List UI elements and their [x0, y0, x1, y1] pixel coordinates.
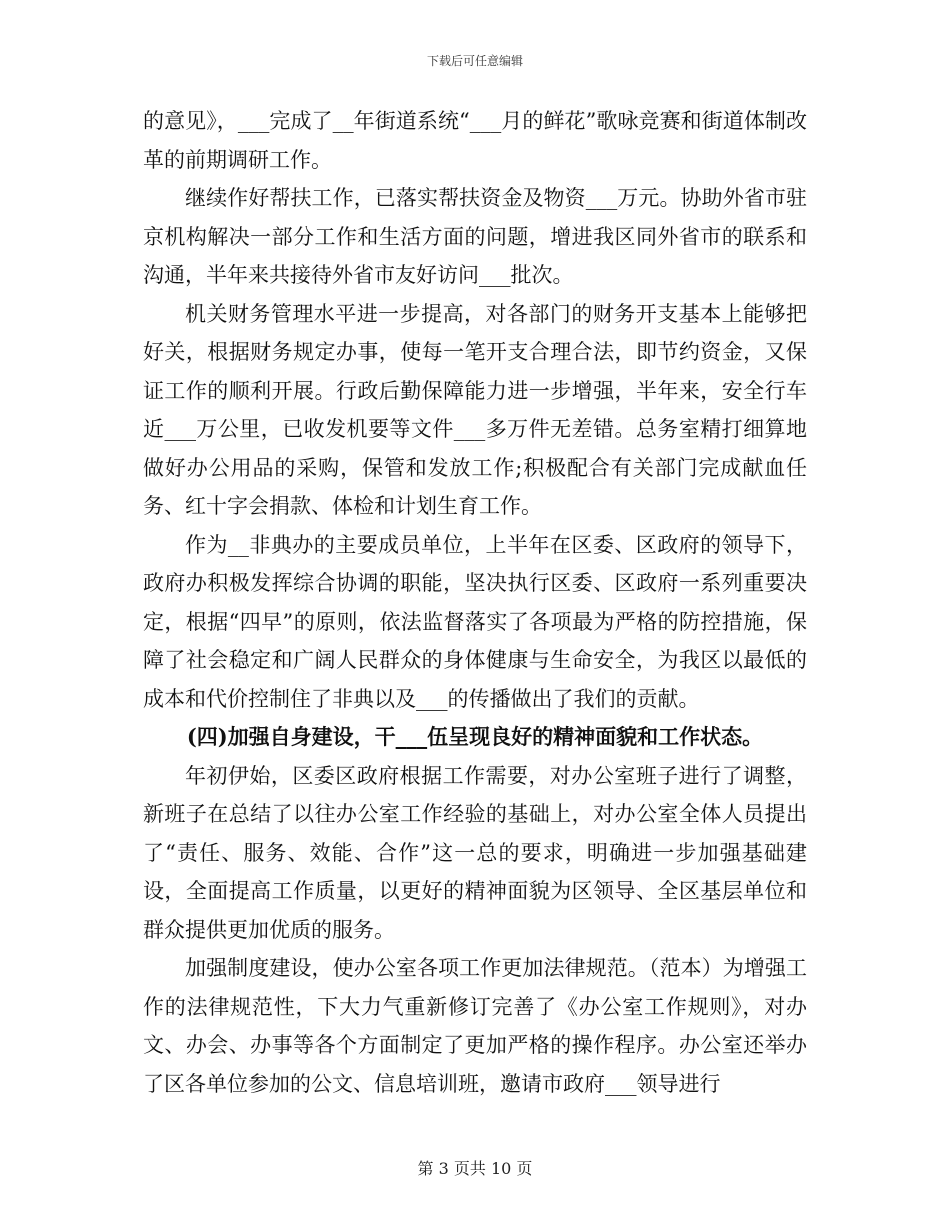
paragraph-sars-control: 作为__非典办的主要成员单位，上半年在区委、区政府的领导下，政府办积极发挥综合协调的职能，坚决执行区委、区政府一系列重要决定，根据“四早”的原则，依法监督落实了各项最为严格的防控措施，保障了社会稳定和广阔人民群众的身体健康与生命安全，为我区以最低的成本和代价控制住了非典以及___的传播做出了我们的贡献。: [143, 532, 807, 711]
paragraph-system-building: 加强制度建设，使办公室各项工作更加法律规范。（范本）为增强工作的法律规范性，下大力气重新修订完善了《办公室工作规则》，对办文、办会、办事等各个方面制定了更加严格的操作程序。办公室还举办了区各单位参加的公文、信息培训班，邀请市政府___领导进行: [143, 956, 807, 1096]
paragraph-finance-logistics: 机关财务管理水平进一步提高，对各部门的财务开支基本上能够把好关，根据财务规定办事，使每一笔开支合理合法，即节约资金，又保证工作的顺利开展。行政后勤保障能力进一步增强，半年来，安全行车近___万公里，已收发机要等文件___多万件无差错。总务室精打细算地做好办公用品的采购，保管和发放工作;积极配合有关部门完成献血任务、红十字会捐款、体检和计划生育工作。: [143, 301, 807, 518]
document-body: [143, 102, 807, 1103]
paragraph-aid-work: 继续作好帮扶工作，已落实帮扶资金及物资___万元。协助外省市驻京机构解决一部分工作和生活方面的问题，增进我区同外省市的联系和沟通，半年来共接待外省市友好访问___批次。: [143, 186, 807, 287]
section-heading: (四)加强自身建设，干___伍呈现良好的精神面貌和工作状态。: [186, 724, 764, 749]
page-footer: 第 3 页共 10 页: [417, 1159, 533, 1178]
paragraph-continuation: 的意见》，___完成了__年街道系统“___月的鲜花”歌咏竞赛和街道体制改革的前期调研工作。: [143, 109, 807, 172]
page-header: 下载后可任意编辑: [426, 54, 523, 68]
paragraph-team-adjustment: 年初伊始，区委区政府根据工作需要，对办公室班子进行了调整，新班子在总结了以往办公室工作经验的基础上，对办公室全体人员提出了“责任、服务、效能、合作”这一总的要求，明确进一步加强基础建设，全面提高工作质量，以更好的精神面貌为区领导、全区基层单位和群众提供更加优质的服务。: [143, 763, 807, 942]
